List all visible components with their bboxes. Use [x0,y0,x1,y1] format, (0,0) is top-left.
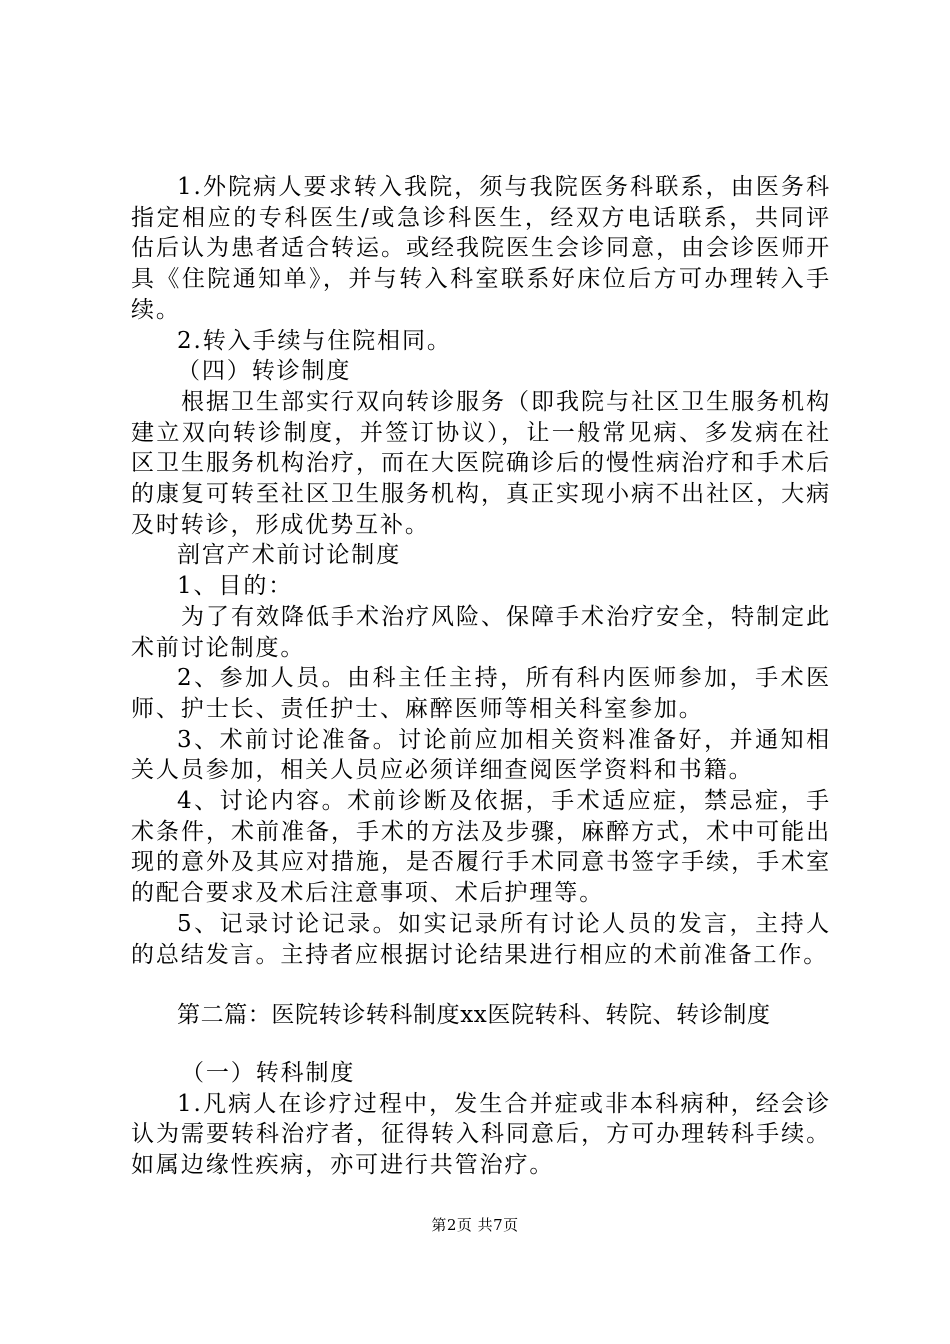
document-body [131,172,831,1181]
paragraph-record: 5、记录讨论记录。如实记录所有讨论人员的发言，主持人的总结发言。主持者应根据讨论结果进行相应的术前准备工作。 [131,910,831,968]
section-heading-cesarean-discussion: 剖宫产术前讨论制度 [177,542,402,569]
page-footer: 第2页 共7页 [431,1216,519,1234]
section-heading-referral: （四）转诊制度 [177,358,352,385]
paragraph-department-transfer-rule-1: 1.凡病人在诊疗过程中，发生合并症或非本科病种，经会诊认为需要转科治疗者，征得转入科同意后，方可办理转科手续。如属边缘性疾病，亦可进行共管治疗。 [131,1090,831,1179]
paragraph-discussion-content: 4、讨论内容。术前诊断及依据，手术适应症，禁忌症，手术条件，术前准备，手术的方法及步骤，麻醉方式，术中可能出现的意外及其应对措施，是否履行手术同意书签字手续，手术室的配合要求及术后注意事项、术后护理等。 [131,788,831,907]
paragraph-referral-system: 根据卫生部实行双向转诊服务（即我院与社区卫生服务机构建立双向转诊制度，并签订协议），让一般常见病、多发病在社区卫生服务机构治疗，而在大医院确诊后的慢性病治疗和手术后的康复可转至社区卫生服务机构，真正实现小病不出社区，大病及时转诊，形成优势互补。 [131,388,831,538]
section-heading-department-transfer: （一）转科制度 [181,1059,356,1086]
paragraph-purpose: 为了有效降低手术治疗风险、保障手术治疗安全，特制定此术前讨论制度。 [131,603,831,661]
paragraph-transfer-in-rule-2: 2.转入手续与住院相同。 [177,327,452,354]
paragraph-participants: 2、参加人员。由科主任主持，所有科内医师参加，手术医师、护士长、责任护士、麻醉医师等相关科室参加。 [131,665,831,722]
paragraph-purpose-label: 1、目的： [177,573,294,600]
paragraph-transfer-in-rule-1: 1.外院病人要求转入我院，须与我院医务科联系，由医务科指定相应的专科医生/或急诊科医生，经双方电话联系，共同评估后认为患者适合转运。或经我院医生会诊同意，由会诊医师开具《住院通知单》，并与转入科室联系好床位后方可办理转入手续。 [131,174,831,323]
chapter-heading-part-two: 第二篇：医院转诊转科制度xx医院转科、转院、转诊制度 [177,1002,771,1029]
paragraph-preparation: 3、术前讨论准备。讨论前应加相关资料准备好，并通知相关人员参加，相关人员应必须详细查阅医学资料和书籍。 [131,726,831,784]
